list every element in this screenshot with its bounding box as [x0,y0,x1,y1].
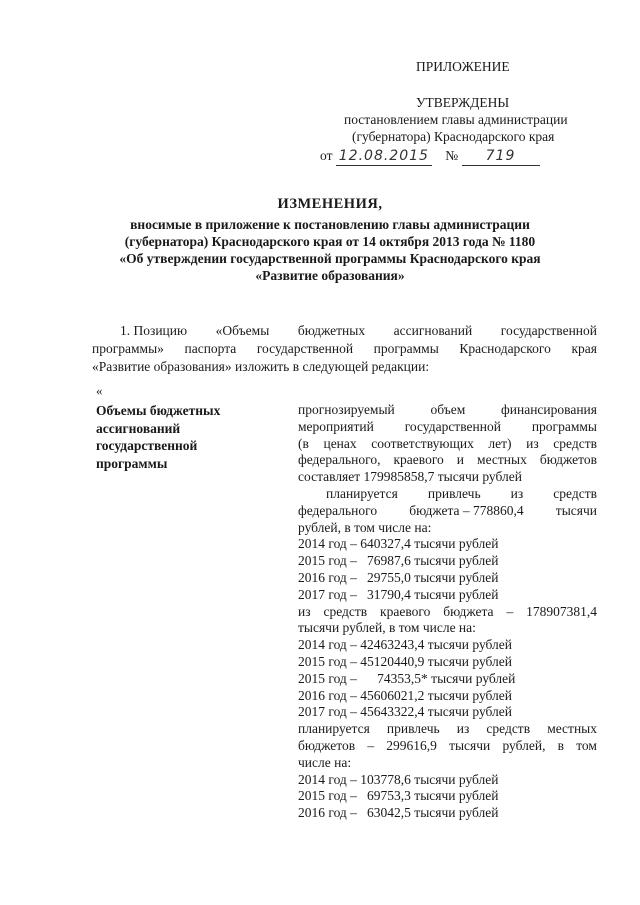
title-line-3: (губернатора) Краснодарского края от 14 октября 2013 года № 1180 [124,234,536,249]
text-word: из [526,435,539,451]
text-word: 1. Позицию [120,323,188,338]
federal-year-line: 2017 год – 31790,4 тысячи рублей [298,586,499,602]
position-label [96,402,281,472]
text-word: и [456,452,465,468]
text-word: федерального, [298,452,381,468]
intro-paragraph [92,322,597,376]
position-label-line-4: программы [96,455,168,471]
from-label: от [320,148,333,163]
handwritten-number: 719 [485,148,516,164]
position-label-line-3: государственной [96,438,198,453]
financing-line [298,419,597,436]
local-year-line: 2016 год – 63042,5 тысячи рублей [298,805,499,821]
text-word: том [576,737,597,753]
text-word: тысячи [555,502,597,518]
regional-year-line: 2015 год – 74353,5* тысячи рублей [298,670,516,686]
text-word: средств [553,435,597,451]
text-word: средств [486,721,531,737]
text-word: средств [553,485,597,501]
number-field [462,147,540,166]
regional-year-line: 2017 год – 45643322,4 тысячи рублей [298,704,512,720]
text-word: государственной [500,323,597,338]
date-field [336,147,432,166]
text-word: 299616,9 [386,737,437,753]
text-word: объем [430,402,466,417]
local-intro-line: числе на: [298,754,352,770]
appendix-label: ПРИЛОЖЕНИЕ [416,59,510,74]
number-label: № [445,148,459,163]
text-word: государственной [404,418,501,434]
text-word: привлечь [427,485,481,501]
text-word: 178907381,4 [526,603,597,619]
text-word: программы [531,418,597,434]
text-word: привлечь [386,721,440,737]
text-word: ассигнований [393,323,473,338]
text-word: бюджетов [298,737,356,753]
regional-intro-line [298,604,597,621]
text-word: из [298,603,311,619]
title-line-5: «Развитие образования» [255,268,405,283]
text-word: бюджета [443,603,494,619]
regional-year-line: 2015 год – 45120440,9 тысячи рублей [298,653,512,669]
text-word: финансирования [501,402,597,417]
text-word: – [367,737,375,753]
date-number-line [320,147,540,166]
financing-line [298,402,597,419]
regional-year-line: 2014 год – 42463243,4 тысячи рублей [298,637,512,653]
document-title [60,196,600,284]
text-word: средств [323,603,368,619]
federal-intro-line [298,486,597,503]
federal-year-line: 2016 год – 29755,0 тысячи рублей [298,569,499,585]
text-word: лет) [488,435,512,451]
title-line-4: «Об утверждении государственной программы Краснодарского края [119,251,541,266]
financing-line [298,452,597,469]
local-intro-line [298,738,597,755]
text-word: планируется [326,485,398,501]
text-word: края [571,341,597,356]
text-word: краевого [393,452,444,468]
approved-by-line-1: постановлением главы администрации [344,112,568,127]
text-word: программы» [92,341,164,356]
text-word: «Объемы [215,323,270,338]
handwritten-date: 12.08.2015 [338,148,429,164]
local-year-line: 2014 год – 103778,6 тысячи рублей [298,771,499,787]
local-year-line: 2015 год – 69753,3 тысячи рублей [298,788,499,804]
federal-year-line: 2014 год – 640327,4 тысячи рублей [298,536,499,552]
position-label-line-2: ассигнований [96,420,181,436]
text-word: из [510,485,524,501]
position-content [298,402,597,822]
approved-by-line-2: (губернатора) Краснодарского края [352,129,555,144]
text-word: федерального [298,502,378,518]
text-word: бюджета – 778860,4 [409,502,524,518]
financing-line [298,436,597,453]
text-word: прогнозируемый [298,402,395,417]
text-word: местных [547,721,597,737]
title-main: ИЗМЕНЕНИЯ, [277,196,383,212]
text-word: местных [477,452,527,468]
text-word: из [456,721,470,737]
text-word: – [506,603,514,619]
federal-year-line: 2015 год – 76987,6 тысячи рублей [298,553,499,569]
text-word: Краснодарского [459,341,551,356]
federal-intro-line [298,503,597,520]
text-word: программы [373,341,439,356]
intro-line-3: «Развитие образования» изложить в следующей редакции: [92,359,430,374]
text-word: рублей, [502,737,546,753]
text-word: тысячи [449,737,491,753]
approved-label: УТВЕРЖДЕНЫ [416,95,510,110]
text-word: ценах [323,435,357,451]
intro-line-1 [92,322,597,340]
text-word: бюджетов [539,452,597,468]
text-word: планируется [298,721,370,737]
opening-quote: « [96,383,103,398]
text-word: государственной [256,341,354,356]
text-word: мероприятий [298,418,374,434]
regional-year-line: 2016 год – 45606021,2 тысячи рублей [298,687,512,703]
local-intro-line [298,721,597,738]
text-word: краевого [380,603,431,619]
text-word: в [557,737,565,753]
intro-line-2 [92,340,597,358]
text-word: бюджетных [297,323,366,338]
regional-intro-line: тысячи рублей, в том числе на: [298,620,476,636]
text-word: паспорта [184,341,237,356]
title-line-2: вносимые в приложение к постановлению главы администрации [130,217,530,232]
federal-intro-line: рублей, в том числе на: [298,519,432,535]
text-word: соответствующих [371,435,474,451]
financing-total-line: составляет 179985858,7 тысячи рублей [298,469,522,485]
text-word: (в [298,435,309,451]
position-label-line-1: Объемы бюджетных [96,403,221,418]
